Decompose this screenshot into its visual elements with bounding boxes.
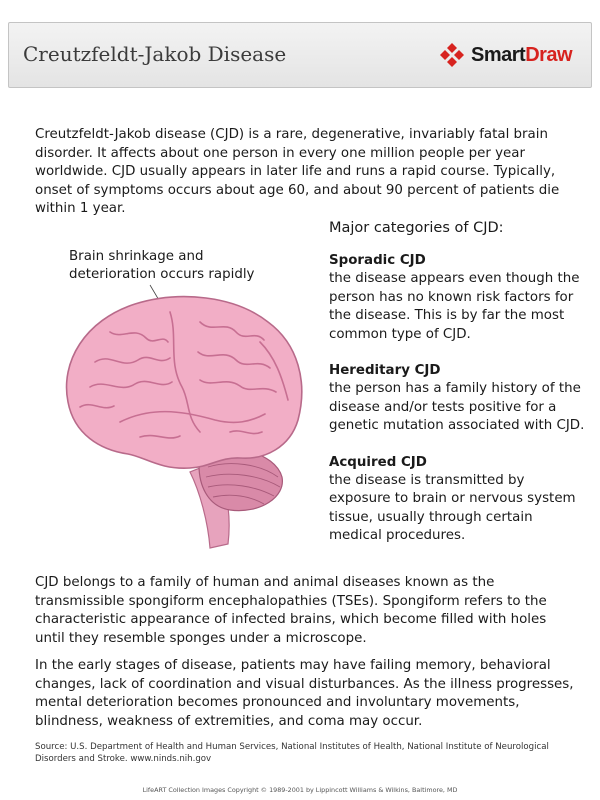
category-sporadic — [329, 252, 589, 344]
brain-illustration — [50, 282, 312, 552]
tse-paragraph: CJD belongs to a family of human and animal diseases known as the transmissible spongiform encephalopathies (TSEs). Spongiform refers to the characteristic appearance of infected brains, which become filled with holes until they resemble sponges under a microscope. — [35, 575, 547, 646]
category-name: Hereditary CJD — [329, 363, 441, 378]
category-name: Acquired CJD — [329, 454, 427, 470]
category-hereditary — [329, 362, 589, 436]
category-acquired — [329, 454, 589, 546]
copyright-footer: LifeART Collection Images Copyright © 1989-2001 by Lippincott Williams & Wilkins, Baltimore, MD — [142, 786, 458, 794]
source-citation: Source: U.S. Department of Health and Human Services, National Institutes of Health, National Institute of Neurological Disorders and Stroke. www.ninds.nih.gov — [35, 742, 549, 764]
category-name: Sporadic CJD — [329, 253, 426, 268]
page-title: Creutzfeldt-Jakob Disease — [23, 42, 287, 66]
symptoms-paragraph: In the early stages of disease, patients may have failing memory, behavioral changes, lack of coordination and visual disturbances. As the illness progresses, mental deterioration becomes pronounced and involuntary movements, blindness, weakness of extremities, and coma may occur. — [35, 658, 574, 729]
intro-paragraph: Creutzfeldt-Jakob disease (CJD) is a rare, degenerative, invariably fatal brain disorder. It affects about one person in every one million people per year worldwide. CJD usually appears in later life and runs a rapid course. Typically, onset of symptoms occurs about age 60, and about 90 percent of patients die within 1 year. — [35, 127, 560, 216]
category-description: the disease appears even though the person has no known risk factors for the disease. This is by far the most common type of CJD. — [329, 271, 580, 342]
cerebrum — [67, 297, 302, 469]
brain-image — [50, 282, 312, 552]
logo-text-draw: Draw — [525, 43, 573, 66]
logo-text-smart: Smart — [471, 43, 526, 66]
category-description: the person has a family history of the disease and/or tests positive for a genetic mutation associated with CJD. — [329, 381, 585, 433]
brain-callout-label: Brain shrinkage and deterioration occurs rapidly — [69, 249, 255, 282]
categories-section — [329, 218, 589, 564]
category-description: the disease is transmitted by exposure to brain or nervous system tissue, usually through certain medical procedures. — [329, 472, 576, 543]
categories-heading: Major categories of CJD: — [329, 220, 504, 236]
